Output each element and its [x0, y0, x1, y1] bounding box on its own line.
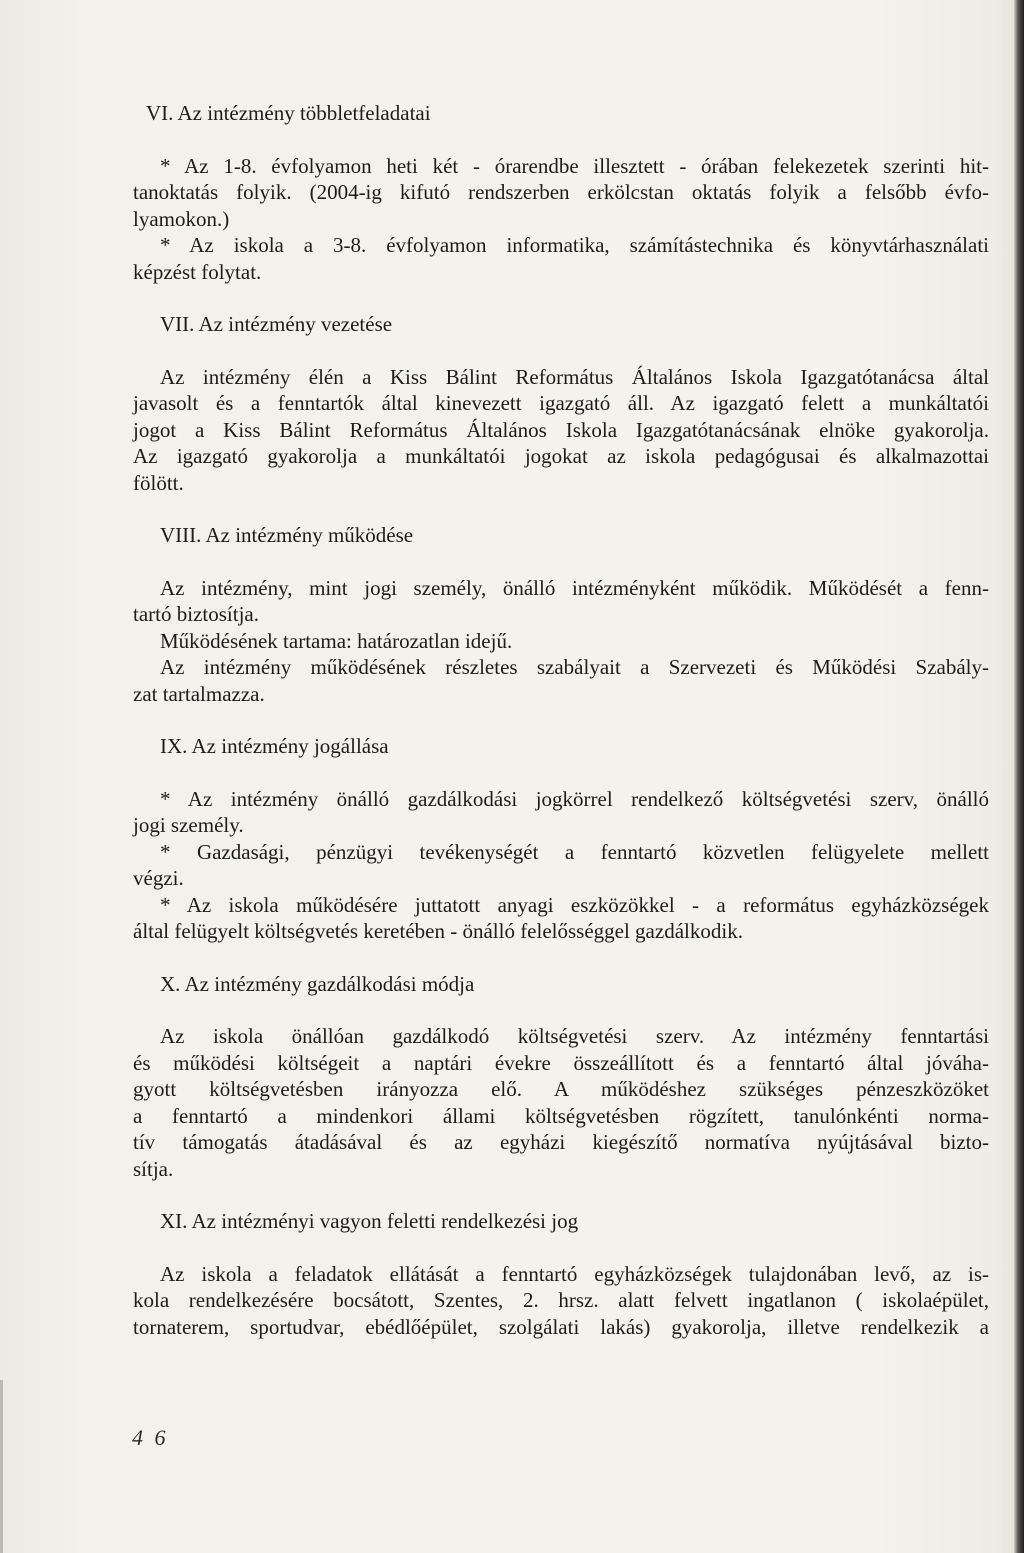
paragraph-line: és működési költségeit a naptári évekre összeállított és a fenntartó által jóváha- — [133, 1050, 989, 1075]
paragraph-line: kola rendelkezésére bocsátott, Szentes, 2. hrsz. alatt felvett ingatlanon ( iskolaépület, — [133, 1288, 989, 1312]
paragraph-line: tornaterem, sportudvar, ebédlőépület, szolgálati lakás) gyakorolja, illetve rendelkezik a — [133, 1314, 989, 1339]
section-heading-x: X. Az intézmény gazdálkodási módja — [160, 971, 475, 996]
paragraph-line: a fenntartó a mindenkori állami költségvetésben rögzített, tanulónkénti norma- — [133, 1103, 989, 1128]
paragraph-line: * Az 1-8. évfolyamon heti két - órarendbe illesztett - órában felekezetek szerinti hit- — [160, 153, 989, 178]
scan-edge-mark — [0, 1380, 3, 1553]
paragraph-line: * Az iskola működésére juttatott anyagi eszközökkel - a református egyházközségek — [160, 892, 989, 917]
page-number: 4 6 — [132, 1425, 169, 1450]
paragraph-line: javasolt és a fenntartók által kinevezett igazgató áll. Az igazgató felett a munkáltatói — [133, 391, 989, 415]
paragraph-line: jogi személy. — [133, 813, 244, 837]
paragraph-line: jogot a Kiss Bálint Református Általános Iskola Igazgatótanácsának elnöke gyakorolja. — [133, 417, 989, 442]
paragraph-line: * Az intézmény önálló gazdálkodási jogkörrel rendelkező költségvetési szerv, önálló — [160, 786, 989, 811]
section-heading-vii: VII. Az intézmény vezetése — [160, 312, 393, 336]
document-body — [133, 100, 989, 1340]
paragraph-line: tartó biztosítja. — [133, 602, 259, 626]
paragraph-line: * Gazdasági, pénzügyi tevékenységét a fenntartó közvetlen felügyelete mellett — [160, 839, 989, 864]
paragraph-line: által felügyelt költségvetés keretében - önálló felelősséggel gazdálkodik. — [133, 919, 743, 943]
paragraph-line: gyott költségvetésben irányozza elő. A működéshez szükséges pénzeszközöket — [133, 1077, 989, 1101]
paragraph-line: tanoktatás folyik. (2004-ig kifutó rendszerben erkölcstan oktatás folyik a felsőbb évfo- — [133, 180, 989, 204]
paragraph-line: Az intézmény működésének részletes szabályait a Szervezeti és Működési Szabály- — [160, 655, 989, 679]
paragraph-line: Az igazgató gyakorolja a munkáltatói jogokat az iskola pedagógusai és alkalmazottai — [133, 444, 989, 468]
paragraph-line: Az intézmény, mint jogi személy, önálló intézményként működik. Működését a fenn- — [160, 575, 989, 600]
paragraph-line: Működésének tartama: határozatlan idejű. — [160, 628, 513, 653]
paragraph-line: Az intézmény élén a Kiss Bálint Református Általános Iskola Igazgatótanácsa által — [160, 364, 989, 389]
section-heading-xi: XI. Az intézményi vagyon feletti rendelkezési jog — [160, 1209, 579, 1233]
section-heading-viii: VIII. Az intézmény működése — [160, 523, 414, 547]
paragraph-line: Az iskola a feladatok ellátását a fenntartó egyházközségek tulajdonában levő, az is- — [160, 1261, 989, 1286]
paragraph-line: fölött. — [133, 470, 184, 495]
section-heading-vi: VI. Az intézmény többletfeladatai — [146, 101, 431, 125]
scan-edge-shadow — [1014, 0, 1024, 1553]
paragraph-line: képzést folytat. — [133, 259, 262, 284]
section-heading-ix: IX. Az intézmény jogállása — [160, 734, 389, 758]
paragraph-line: Az iskola önállóan gazdálkodó költségvetési szerv. Az intézmény fenntartási — [160, 1024, 989, 1048]
paragraph-line: tív támogatás átadásával és az egyházi kiegészítő normatíva nyújtásával bizto- — [133, 1130, 989, 1154]
paragraph-line: sítja. — [133, 1156, 174, 1181]
paragraph-line: * Az iskola a 3-8. évfolyamon informatika, számítástechnika és könyvtárhasználati — [160, 233, 989, 257]
paragraph-line: zat tartalmazza. — [133, 681, 265, 706]
paragraph-line: végzi. — [133, 866, 184, 890]
paragraph-line: lyamokon.) — [133, 206, 230, 231]
